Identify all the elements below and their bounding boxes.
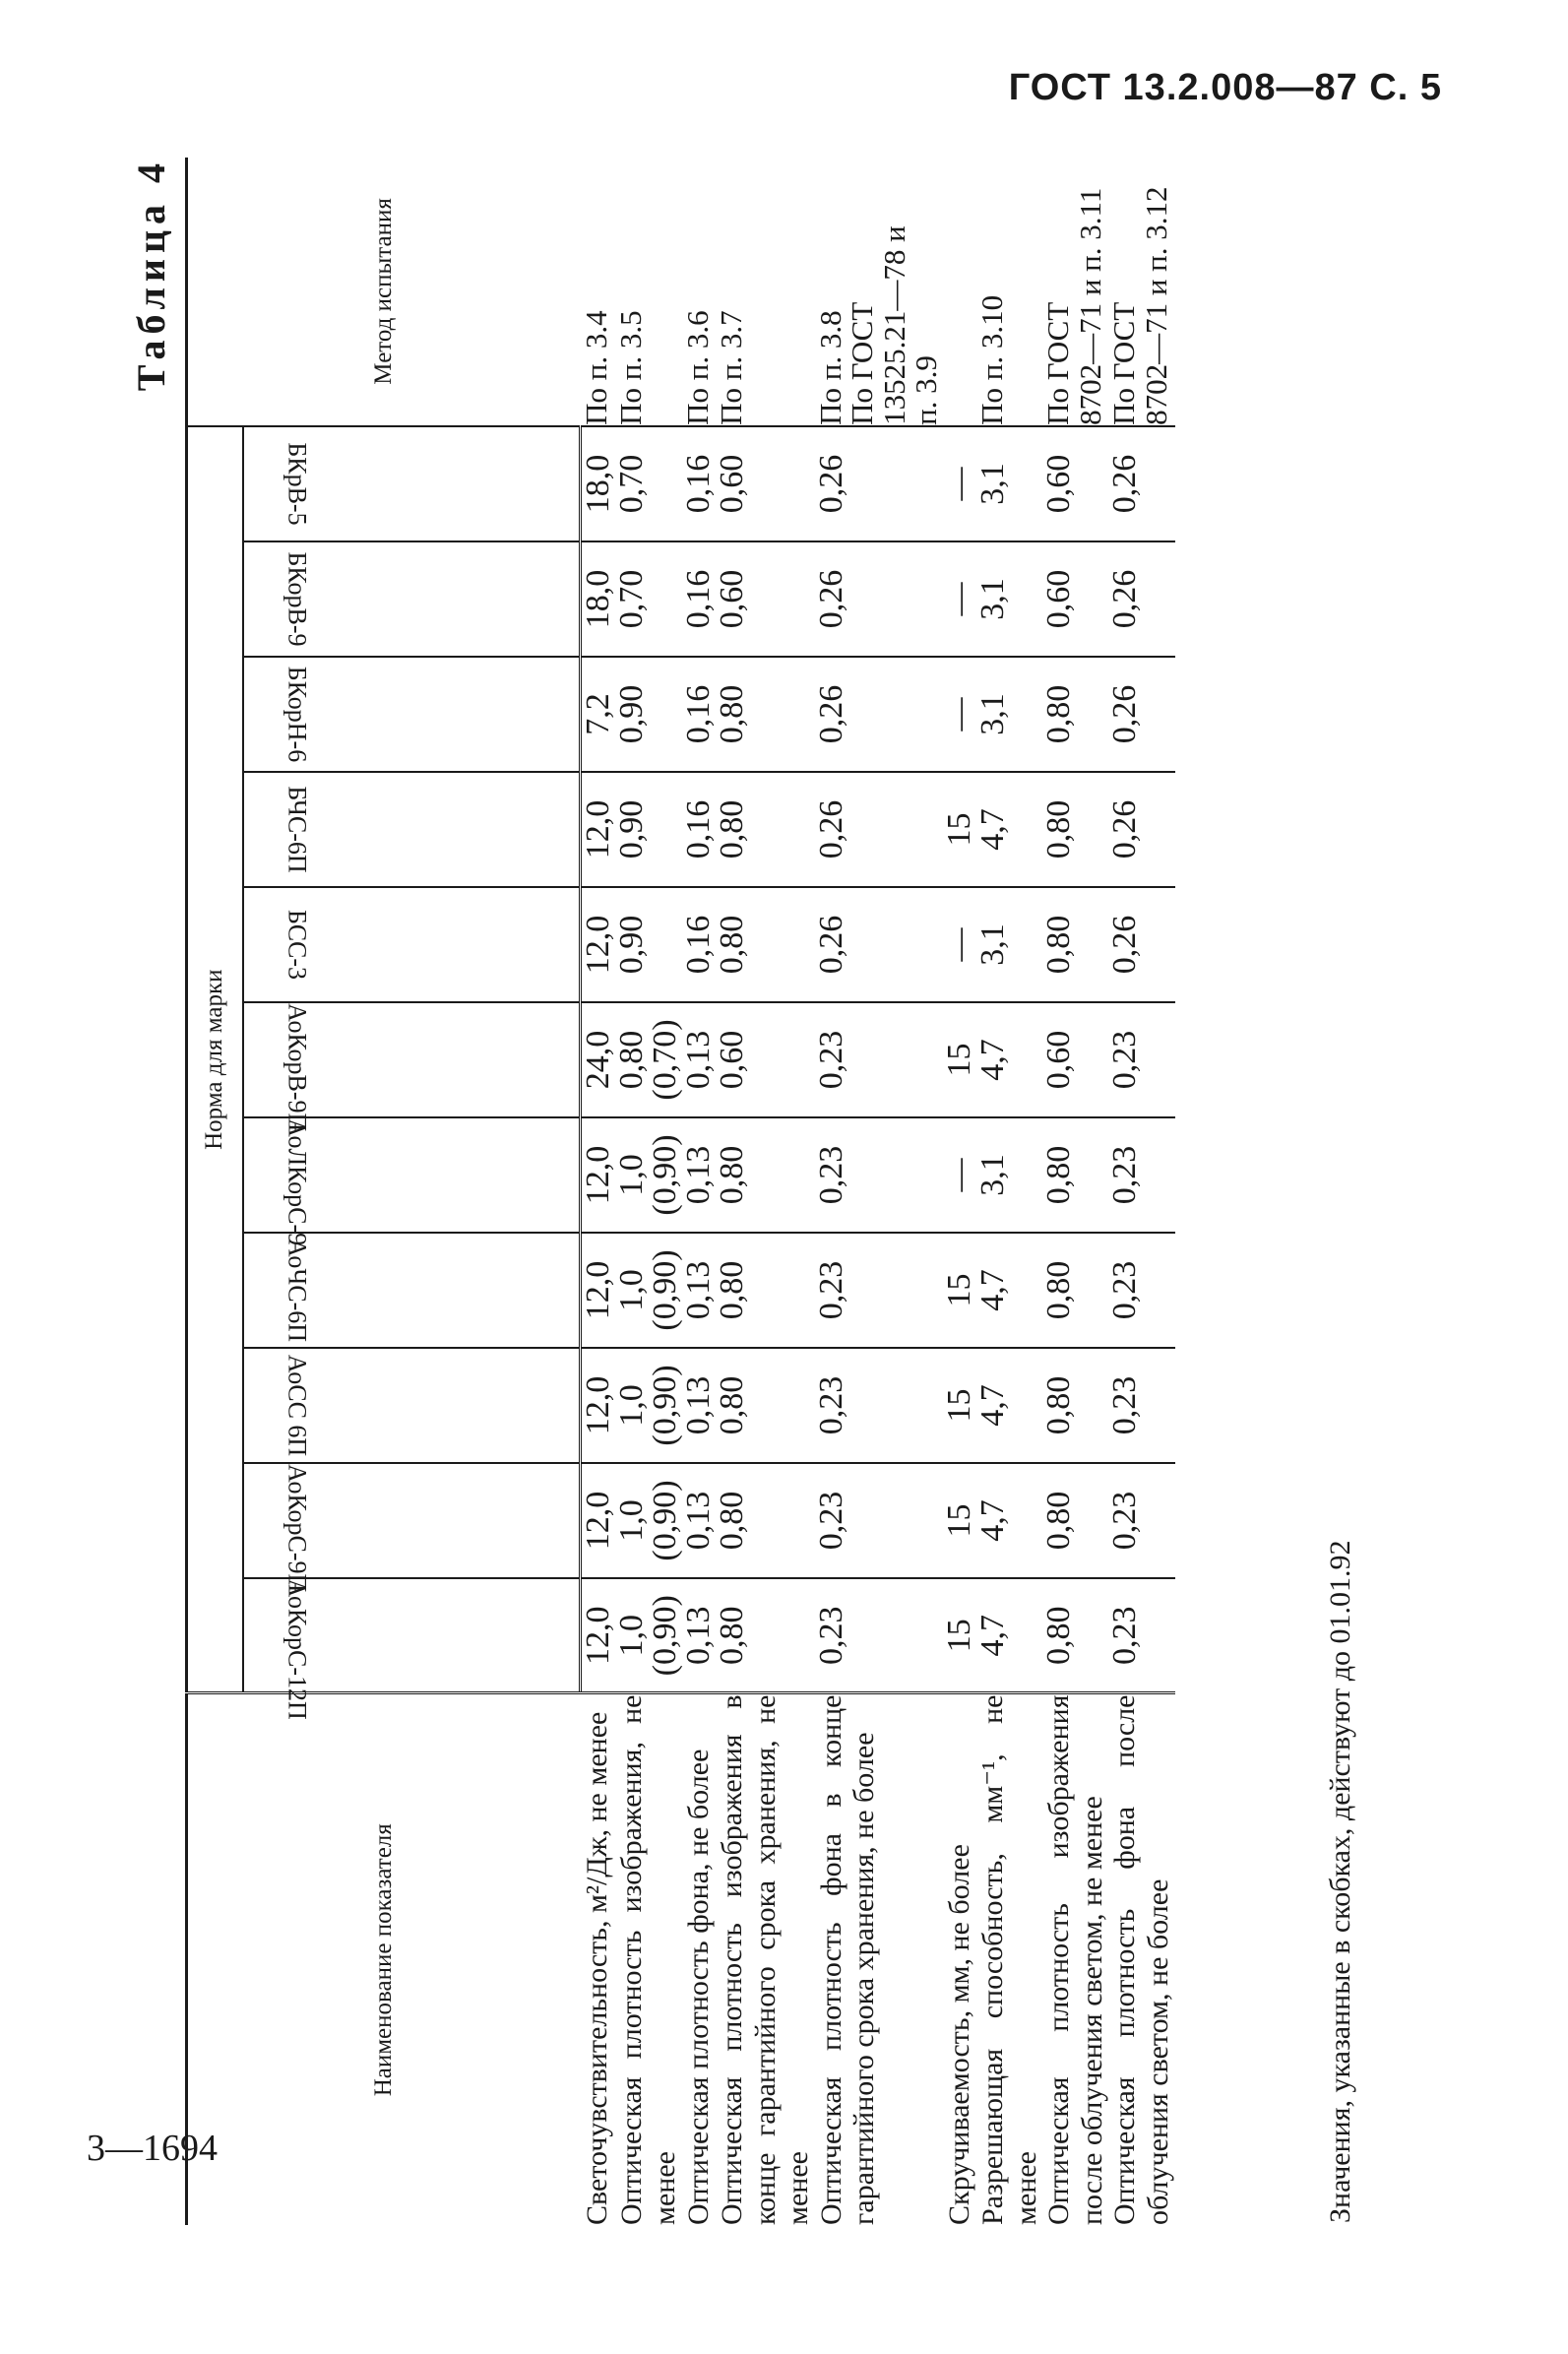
norm-value: 4,7 — [976, 1002, 1042, 1117]
norm-value: 24,0 — [581, 1002, 616, 1117]
table-caption: Таблица 4 — [129, 158, 173, 392]
norm-value: 12,0 — [581, 887, 616, 1002]
indicator-name: Оптическая плотность фона в конце гарантийного срока хранения, не более — [815, 1693, 943, 2225]
norm-value: 4,7 — [976, 1578, 1042, 1693]
norm-value: 0,80 — [716, 1233, 815, 1348]
norm-value: 0,13 — [682, 1463, 716, 1578]
norm-value: 0,23 — [1108, 1233, 1174, 1348]
norm-value: 0,16 — [682, 657, 716, 772]
norm-value: 1,0 (0,90) — [615, 1348, 682, 1463]
test-method — [1042, 158, 1108, 426]
indicator-name: Оптическая плотность изображения в конце гарантийного срока хранения, не менее — [716, 1694, 815, 2225]
norm-value: 18,0 — [581, 426, 616, 541]
brand-label: АоЧС-6П — [282, 1238, 312, 1343]
norm-value: 0,26 — [1108, 426, 1174, 541]
test-method-line: По п. 3.10 — [973, 294, 1009, 425]
page-header: ГОСТ 13.2.008—87 С. 5 — [1008, 67, 1442, 108]
norm-value: 0,80 — [1042, 1578, 1108, 1693]
brand-label: АоКорС-12П — [282, 1579, 312, 1721]
norm-value: 0,16 — [682, 772, 716, 887]
norm-value: 0,13 — [682, 1002, 716, 1117]
norm-value: 0,23 — [1108, 1117, 1174, 1233]
table-row — [1108, 158, 1174, 2225]
norm-value: 0,80 — [1042, 657, 1108, 772]
norm-value: 1,0 (0,90) — [615, 1233, 682, 1348]
norm-value: 0,26 — [1108, 541, 1174, 657]
table-row — [615, 158, 682, 2225]
norm-value: 15 — [943, 1233, 976, 1348]
norm-value: 0,26 — [815, 657, 943, 772]
norm-value: 3,1 — [976, 541, 1042, 657]
table-row — [976, 158, 1042, 2225]
norm-value: 0,23 — [1108, 1348, 1174, 1463]
table-row — [943, 158, 976, 2225]
indicator-name: Разрешающая способность, мм⁻¹, не менее — [975, 1694, 1042, 2225]
norm-value: 18,0 — [581, 541, 616, 657]
test-method-line: п. 3.9 — [909, 355, 944, 425]
norm-value: 0,80 — [1042, 772, 1108, 887]
column-header-norm: Норма для марки — [187, 426, 244, 1693]
norm-value: 12,0 — [581, 1348, 616, 1463]
norm-value: 0,70 — [615, 541, 682, 657]
norm-value: 3,1 — [976, 426, 1042, 541]
norm-value: 0,13 — [682, 1578, 716, 1693]
test-method-line: По ГОСТ — [1040, 301, 1076, 425]
norm-value: 0,13 — [682, 1117, 716, 1233]
norm-value: 0,16 — [682, 887, 716, 1002]
test-method — [716, 158, 815, 426]
brand-label: БКрВ-5 — [282, 442, 312, 526]
norm-value: 15 — [943, 1348, 976, 1463]
norm-value: 0,23 — [815, 1578, 943, 1693]
test-method-line: 13525.21—78 и — [876, 225, 911, 425]
brand-header — [243, 426, 581, 541]
norm-value: 0,23 — [1108, 1578, 1174, 1693]
brand-label: БКорН-6 — [282, 666, 312, 763]
norm-value: — — [943, 541, 976, 657]
norm-value: 0,80 — [716, 1348, 815, 1463]
norm-value: 0,26 — [815, 887, 943, 1002]
brand-header — [243, 1233, 581, 1348]
norm-value: 0,80 — [716, 1117, 815, 1233]
norm-value: 0,26 — [1108, 657, 1174, 772]
norm-value: — — [943, 887, 976, 1002]
norm-value: 0,13 — [682, 1233, 716, 1348]
test-method-line: По ГОСТ — [845, 301, 880, 425]
brand-label: АоСС 6П — [282, 1354, 312, 1457]
page-footer-code: 3—1694 — [87, 2128, 218, 2169]
test-method-line: 8702—71 и п. 3.12 — [1138, 186, 1173, 425]
norm-value: 15 — [943, 1578, 976, 1693]
table-row — [716, 158, 815, 2225]
norm-value: 1,0 (0,90) — [615, 1463, 682, 1578]
test-method-line: По п. 3.5 — [613, 310, 648, 425]
indicator-name: Оптическая плотность изображения после облучения светом, не менее — [1042, 1694, 1108, 2225]
norm-value: 0,23 — [1108, 1002, 1174, 1117]
brand-header — [243, 1348, 581, 1463]
norm-value: 0,70 — [615, 426, 682, 541]
test-method-line: По п. 3.6 — [680, 310, 715, 425]
test-method — [943, 158, 976, 426]
norm-value: 0,80 — [1042, 1233, 1108, 1348]
table-row — [581, 158, 616, 2225]
norm-value: 1,0 (0,90) — [615, 1117, 682, 1233]
brand-label: БСС-3 — [282, 909, 312, 981]
norm-value: — — [943, 657, 976, 772]
norm-value: 0,16 — [682, 426, 716, 541]
norm-value: 0,60 — [1042, 426, 1108, 541]
brand-header — [243, 541, 581, 657]
norm-value: 0,90 — [615, 657, 682, 772]
brand-label: БЧС-6П — [282, 786, 312, 873]
norm-value: 0,80 — [1042, 887, 1108, 1002]
column-header-method: Метод испытания — [187, 158, 581, 426]
indicator-name: Оптическая плотность фона, не более — [682, 1693, 716, 2225]
norm-value: 0,90 — [615, 887, 682, 1002]
table-row — [1042, 158, 1108, 2225]
norm-value: 4,7 — [976, 1233, 1042, 1348]
norm-value: 0,23 — [815, 1233, 943, 1348]
column-header-name: Наименование показателя — [187, 1693, 581, 2225]
norm-value: 12,0 — [581, 772, 616, 887]
norm-value: 4,7 — [976, 1348, 1042, 1463]
test-method — [682, 158, 716, 426]
norm-value: 0,80 — [716, 887, 815, 1002]
norm-value: 1,0 (0,90) — [615, 1578, 682, 1693]
brand-header — [243, 1463, 581, 1593]
norm-value: 12,0 — [581, 1578, 616, 1693]
table-row — [682, 158, 716, 2225]
brand-label: АоКорВ-9П — [282, 1003, 312, 1132]
norm-value: 0,23 — [1108, 1463, 1174, 1578]
brand-header — [243, 772, 581, 887]
indicator-name: Скручиваемость, мм, не более — [943, 1693, 976, 2225]
norm-value: 0,60 — [716, 1002, 815, 1117]
norm-value: 0,80 — [716, 1578, 815, 1693]
spec-table — [185, 158, 1175, 2225]
norm-value: 0,26 — [815, 772, 943, 887]
brand-header — [243, 657, 581, 772]
test-method — [973, 158, 1042, 426]
norm-value: 0,60 — [1042, 1002, 1108, 1117]
norm-value: 4,7 — [976, 772, 1042, 887]
norm-value: 0,60 — [1042, 541, 1108, 657]
rotated-table-block — [128, 158, 1486, 2225]
norm-value: 0,80 — [716, 1463, 815, 1578]
norm-value: 15 — [943, 772, 976, 887]
norm-value: 0,26 — [1108, 772, 1174, 887]
norm-value: 0,23 — [815, 1002, 943, 1117]
norm-value: 3,1 — [976, 887, 1042, 1002]
norm-value: 0,26 — [815, 426, 943, 541]
indicator-name: Оптическая плотность фона после облучения светом, не более — [1108, 1694, 1174, 2225]
norm-value: 12,0 — [581, 1463, 616, 1578]
norm-value: 0,16 — [682, 541, 716, 657]
test-method-line: По ГОСТ — [1106, 301, 1142, 425]
test-method — [1108, 158, 1174, 426]
norm-value: 0,80 (0,70) — [615, 1002, 682, 1117]
brand-label: БКорВ-9 — [282, 551, 312, 647]
norm-value: 0,23 — [815, 1348, 943, 1463]
norm-value: 3,1 — [976, 657, 1042, 772]
brand-header — [243, 1117, 581, 1246]
table-body — [578, 158, 1175, 2225]
norm-value: 0,60 — [716, 426, 815, 541]
norm-value: 3,1 — [976, 1117, 1042, 1233]
brand-label: АоКорС-9П — [282, 1464, 312, 1593]
test-method-line: По п. 3.4 — [578, 310, 613, 425]
test-method-line: 8702—71 и п. 3.11 — [1072, 187, 1107, 425]
test-method — [578, 158, 616, 426]
norm-value: — — [943, 426, 976, 541]
norm-value: 15 — [943, 1002, 976, 1117]
brand-header — [243, 1002, 581, 1132]
indicator-name: Оптическая плотность изображения, не менее — [615, 1694, 681, 2225]
norm-value: 0,80 — [1042, 1463, 1108, 1578]
table-note: Значения, указанные в скобках, действуют до 01.01.92 — [1324, 1540, 1356, 2223]
norm-value: 0,23 — [815, 1117, 943, 1233]
brand-header — [243, 887, 581, 1002]
test-method-line: По п. 3.8 — [812, 310, 847, 425]
test-method — [615, 158, 682, 426]
norm-value: 0,80 — [716, 772, 815, 887]
brand-header — [243, 1578, 581, 1721]
norm-value: 0,13 — [682, 1348, 716, 1463]
test-method-line: По п. 3.7 — [714, 310, 748, 425]
norm-value: 4,7 — [976, 1463, 1042, 1578]
norm-value: 0,26 — [815, 541, 943, 657]
norm-value: 12,0 — [581, 1117, 616, 1233]
norm-value: 0,80 — [716, 657, 815, 772]
norm-value: 15 — [943, 1463, 976, 1578]
norm-value: 7,2 — [581, 657, 616, 772]
norm-value: 0,23 — [815, 1463, 943, 1578]
indicator-name: Светочувствительность, м²/Дж, не менее — [581, 1693, 616, 2225]
table-row — [815, 158, 943, 2225]
norm-value: 0,80 — [1042, 1117, 1108, 1233]
norm-value: 0,90 — [615, 772, 682, 887]
norm-value: — — [943, 1117, 976, 1233]
test-method — [812, 158, 944, 426]
norm-value: 0,80 — [1042, 1348, 1108, 1463]
norm-value: 0,60 — [716, 541, 815, 657]
norm-value: 12,0 — [581, 1233, 616, 1348]
brand-label: АоЛКорС-9 — [282, 1118, 312, 1246]
norm-value: 0,26 — [1108, 887, 1174, 1002]
